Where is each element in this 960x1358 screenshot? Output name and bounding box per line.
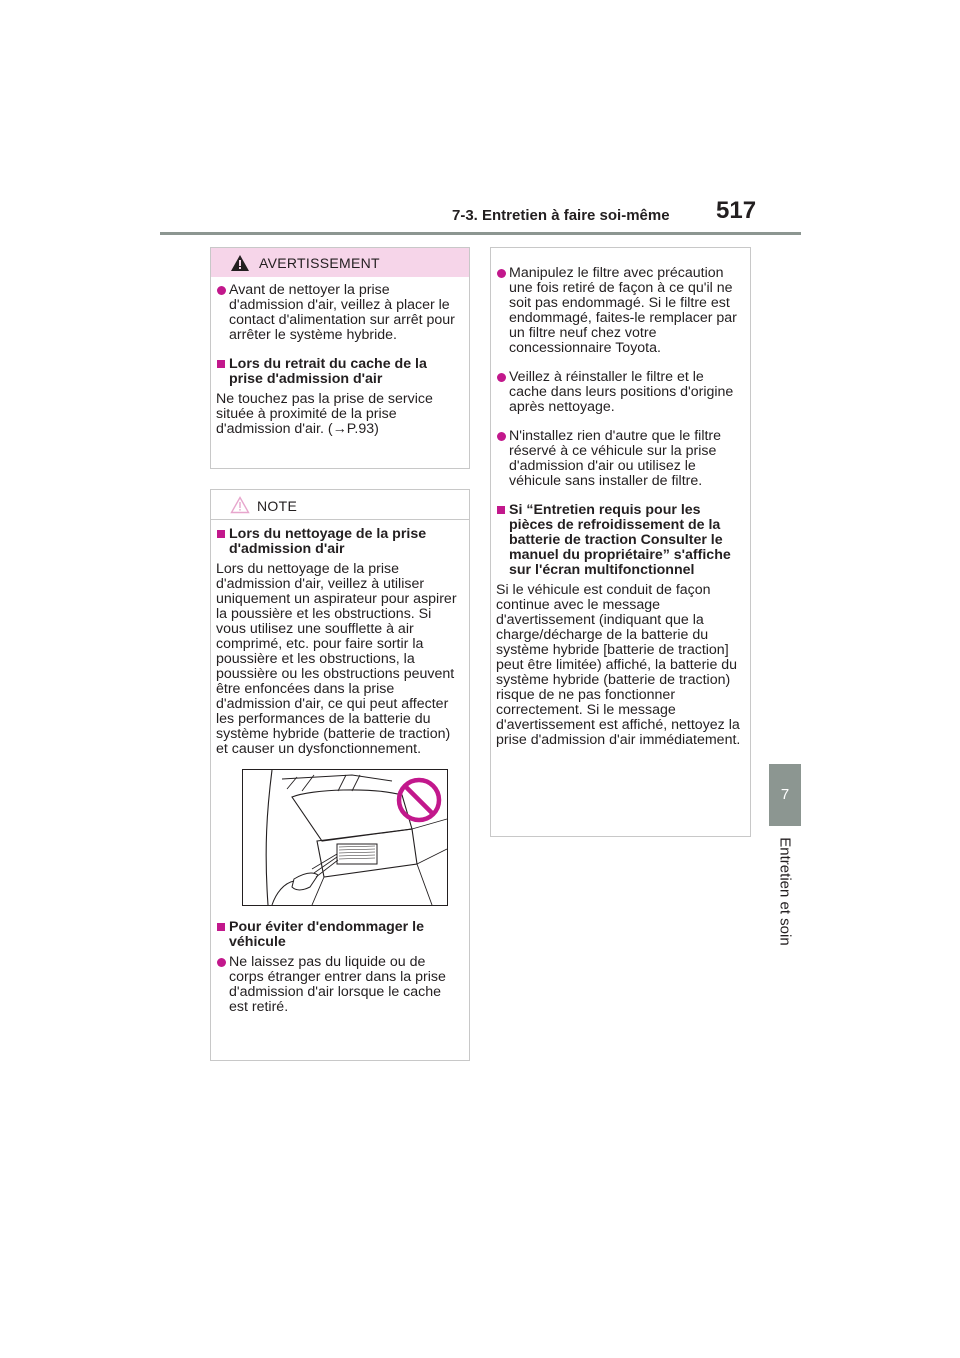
right-bullet: N'installez rien d'autre que le filtre réservé à ce véhicule sur la prise d'admission d'air ou utilisez le véhicule sans installer de filtre. bbox=[496, 429, 742, 489]
section-title: 7-3. Entretien à faire soi-même bbox=[452, 207, 670, 224]
right-paragraph: Si le véhicule est conduit de façon continue avec le message d'avertissement (indiquant que la charge/décharge de la batterie du système hybride [batterie de traction] peut être limitée) affiché, la batterie du système hybride (batterie de traction) risque de ne pas fonctionner correctement. Si le message d'avertissement est affiché, nettoyez la prise d'admission d'air immédiatement. bbox=[496, 582, 741, 748]
warning-paragraph: Ne touchez pas la prise de service située à proximité de la prise d'admission d'air. (→P.93) bbox=[216, 391, 433, 437]
warning-box bbox=[210, 247, 470, 469]
warning-triangle-icon bbox=[230, 254, 250, 272]
note-bullet: Ne laissez pas du liquide ou de corps étranger entrer dans la prise d'admission d'air lorsque le cache est retiré. bbox=[216, 955, 461, 1015]
page-number: 517 bbox=[716, 197, 757, 224]
note-title: NOTE bbox=[257, 498, 298, 514]
warning-title: AVERTISSEMENT bbox=[259, 255, 380, 271]
note-heading: Pour éviter d'endommager le véhicule bbox=[216, 920, 461, 950]
continued-warning-box bbox=[490, 247, 751, 837]
chapter-label bbox=[768, 836, 802, 946]
caution-triangle-icon bbox=[230, 496, 250, 514]
air-intake-cleaning-illustration bbox=[242, 769, 448, 906]
right-heading: Si “Entretien requis pour les pièces de refroidissement de la batterie de traction Consulter le manuel du propriétaire” s'affiche sur l'écran multifonctionnel bbox=[496, 503, 742, 578]
right-bullet: Manipulez le filtre avec précaution une fois retiré de façon à ce qu'il ne soit pas endommagé. Si le filtre est endommagé, faites-le remplacer par un filtre neuf chez votre concessionnaire Toyota. bbox=[496, 266, 742, 356]
warning-header bbox=[211, 248, 469, 277]
warning-bullet: Avant de nettoyer la prise d'admission d'air, veillez à placer le contact d'alimentation sur arrêt pour arrêter le système hybride. bbox=[216, 283, 461, 343]
note-header bbox=[211, 490, 469, 520]
right-bullet: Veillez à réinstaller le filtre et le cache dans leurs positions d'origine après nettoyage. bbox=[496, 370, 742, 415]
header-rule bbox=[160, 232, 801, 235]
warning-heading: Lors du retrait du cache de la prise d'admission d'air bbox=[216, 357, 461, 387]
note-box bbox=[210, 489, 470, 1061]
chapter-tab[interactable]: 7 bbox=[769, 764, 801, 826]
chapter-label-text: Entretien et soin bbox=[776, 836, 794, 946]
note-paragraph: Lors du nettoyage de la prise d'admission d'air, veillez à utiliser uniquement un aspirateur pour aspirer la poussière et les obstructions. Si vous utilisez une soufflette à air comprimé, etc. pour faire sortir la poussière et les obstructions, la poussière ou les obstructions peuvent être enfoncées dans la prise d'admission d'air, ce qui peut affecter les performances de la batterie du système hybride (batterie de traction) et causer un dysfonctionnement. bbox=[216, 561, 457, 757]
note-heading: Lors du nettoyage de la prise d'admission d'air bbox=[216, 527, 461, 557]
